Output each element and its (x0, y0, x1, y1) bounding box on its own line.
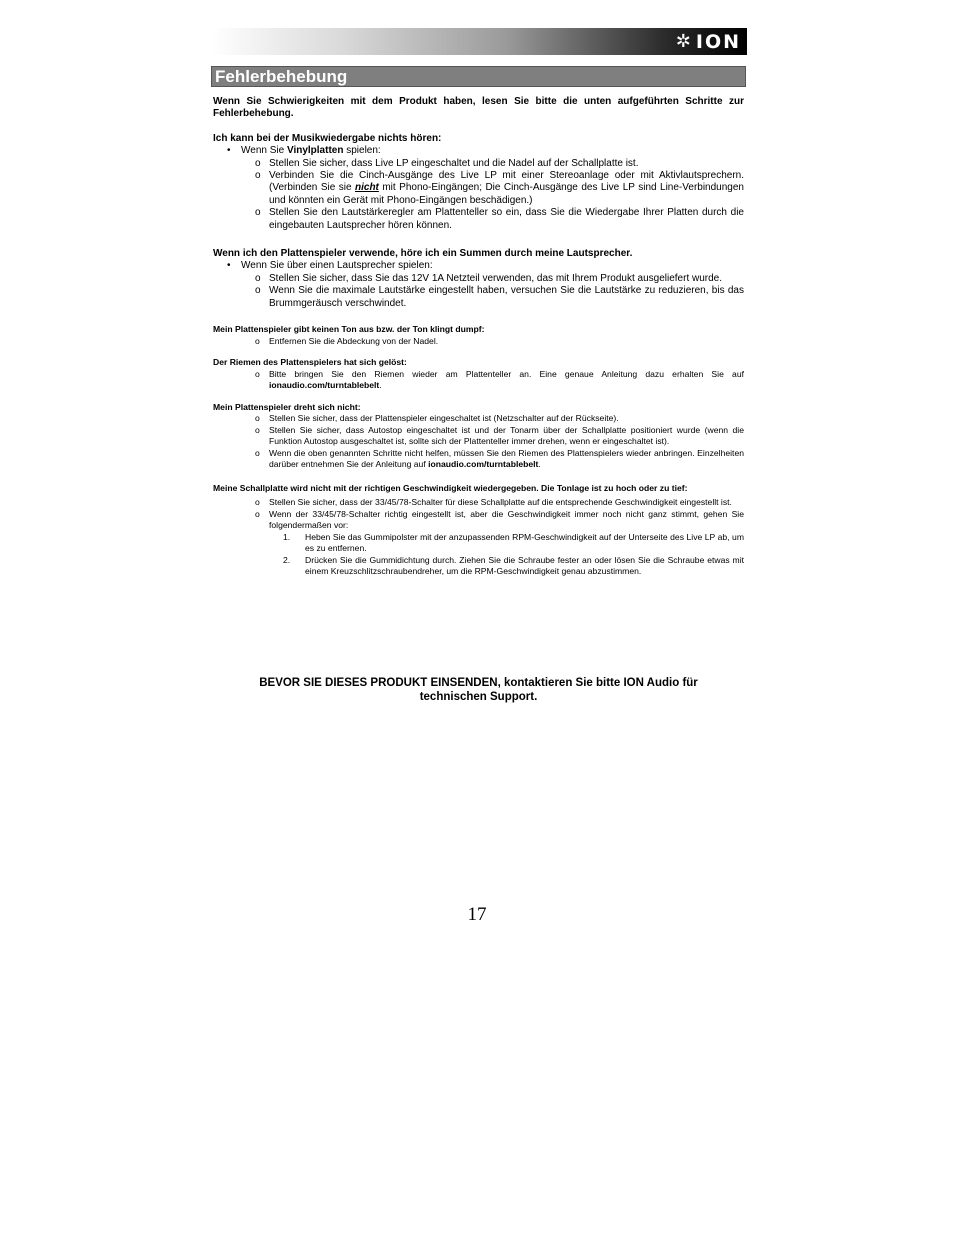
heading-no-tone: Mein Plattenspieler gibt keinen Ton aus bzw. der Ton klingt dumpf: (213, 324, 485, 335)
list-item: o Stellen Sie sicher, dass der 33/45/78-Schalter für diese Schallplatte auf die entsprechende Geschwindigkeit eingestellt ist. (255, 497, 732, 508)
section-header (211, 66, 746, 87)
list-item: o Wenn die oben genannten Schritte nicht helfen, müssen Sie den Riemen des Plattenspielers wieder anbringen. Einzelheiten darüber entnehmen Sie der Anleitung auf ionaudio.com/turntablebelt. (255, 447, 744, 470)
list-item: • Wenn Sie Vinylplatten spielen: (213, 145, 744, 157)
list-item: 2. Drücken Sie die Gummidichtung durch. Ziehen Sie die Schraube fester an oder lösen Sie die Schraube etwas mit einem Kreuzschlitzschraubendreher, um die RPM-Geschwindigkeit genau abzustimmen. (283, 554, 744, 577)
page-number: 17 (467, 904, 487, 925)
list-item: o Wenn der 33/45/78-Schalter richtig eingestellt ist, aber die Geschwindigkeit immer noch nicht ganz stimmt, gehen Sie folgendermaßen vor: (255, 508, 744, 531)
list-item: 1. Heben Sie das Gummipolster mit der anzupassenden RPM-Geschwindigkeit auf der Unterseite des Live LP ab, um es zu entfernen. (283, 531, 744, 554)
heading-belt-loose: Der Riemen des Plattenspielers hat sich gelöst: (213, 357, 407, 368)
list-item: o Stellen Sie sicher, dass Sie das 12V 1A Netzteil verwenden, das mit Ihrem Produkt ausgeliefert wurde. (255, 272, 723, 284)
heading-wrong-speed: Meine Schallplatte wird nicht mit der richtigen Geschwindigkeit wiedergegeben. Die Tonlage ist zu hoch oder zu tief: (213, 482, 688, 493)
list-item: o Stellen Sie den Lautstärkeregler am Plattenteller so ein, dass Sie die Wiedergabe Ihrer Platten durch die eingebauten Lautsprecher hören können. (255, 207, 744, 231)
heading-no-sound: Ich kann bei der Musikwiedergabe nichts hören: (213, 132, 442, 144)
list-item: • Wenn Sie über einen Lautsprecher spielen: (213, 260, 744, 272)
support-notice: BEVOR SIE DIESES PRODUKT EINSENDEN, kontaktieren Sie bitte ION Audio für technischen Support. (259, 677, 698, 703)
list-item: o Stellen Sie sicher, dass Autostop eingeschaltet ist und der Tonarm über der Schallplatte positioniert wurde (wenn die Funktion Autostop ausgeschaltet ist, sollte sich der Plattenteller immer drehen, wenn er eingeschaltet ist). (255, 424, 744, 447)
list-item: o Stellen Sie sicher, dass Live LP eingeschaltet und die Nadel auf der Schallplatte ist. (255, 157, 639, 169)
list-item: o Verbinden Sie die Cinch-Ausgänge des Live LP mit einer Stereoanlage oder mit Aktivlautsprechern. (Verbinden Sie sie nicht mit Phono-Eingängen; Die Cinch-Ausgänge des Live LP sind Line-Verbindungen und könnten ein Gerät mit Phono-Eingängen beschädigen.) (255, 170, 744, 206)
belt-link[interactable]: ionaudio.com/turntablebelt (428, 459, 539, 470)
list-item: o Wenn Sie die maximale Lautstärke eingestellt haben, versuchen Sie die Lautstärke zu reduzieren, bis das Brummgeräusch verschwindet. (255, 285, 744, 309)
intro-paragraph: Wenn Sie Schwierigkeiten mit dem Produkt haben, lesen Sie bitte die unten aufgeführten Schritte zur Fehlerbehebung. (213, 96, 744, 120)
logo-text: ION (695, 30, 741, 53)
document-body (213, 96, 744, 578)
ion-logo (676, 31, 741, 52)
star-burst-icon: ✲ (675, 31, 693, 52)
header-gradient-bar (212, 28, 747, 55)
list-item: o Stellen Sie sicher, dass der Plattenspieler eingeschaltet ist (Netzschalter auf der Rückseite). (255, 413, 619, 424)
list-item: o Entfernen Sie die Abdeckung von der Nadel. (255, 335, 439, 346)
heading-not-turning: Mein Plattenspieler dreht sich nicht: (213, 401, 361, 412)
list-item: o Bitte bringen Sie den Riemen wieder am Plattenteller an. Eine genaue Anleitung dazu erhalten Sie auf ionaudio.com/turntablebelt. (255, 368, 744, 391)
belt-link[interactable]: ionaudio.com/turntablebelt (269, 380, 380, 391)
section-title: Fehlerbehebung (215, 67, 348, 86)
heading-humming: Wenn ich den Plattenspieler verwende, höre ich ein Summen durch meine Lautsprecher. (213, 248, 633, 260)
